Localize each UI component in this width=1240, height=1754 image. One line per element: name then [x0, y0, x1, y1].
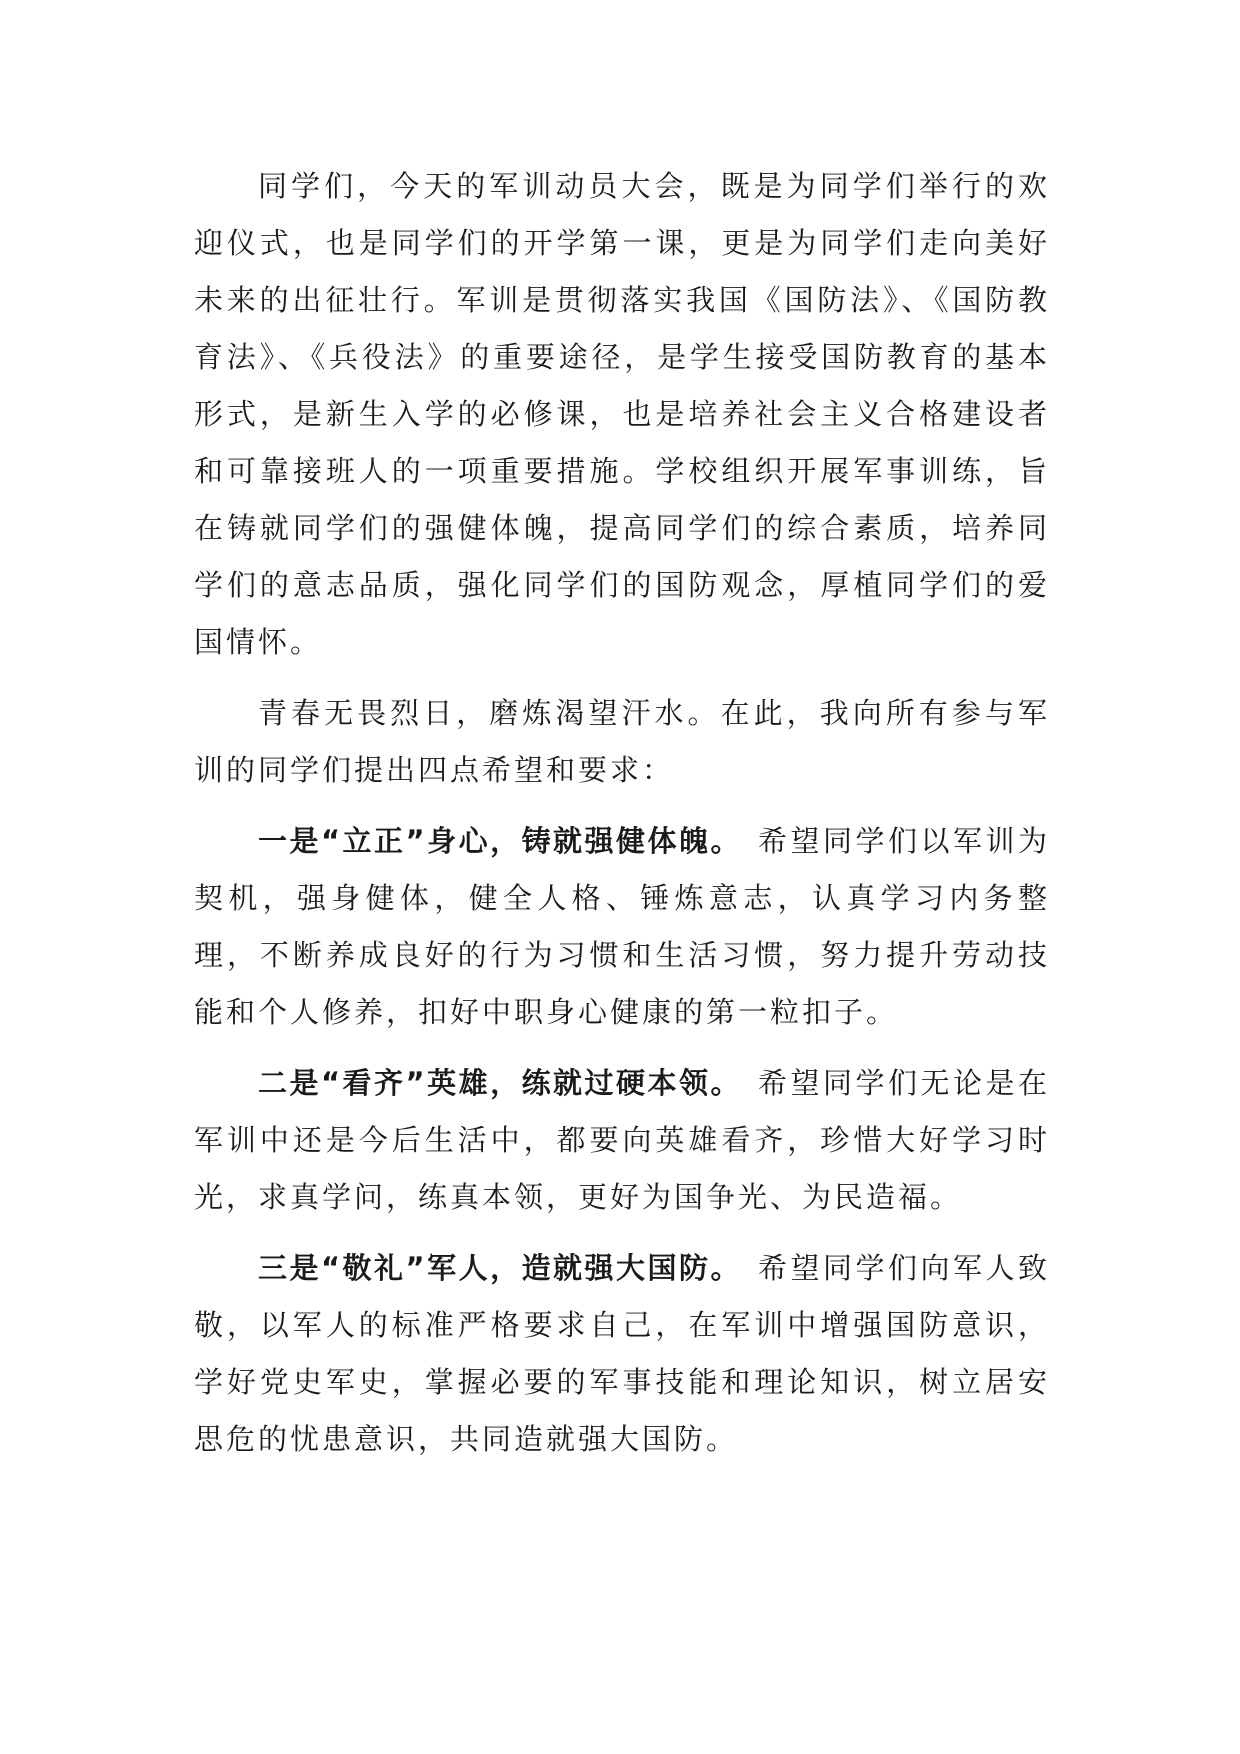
point-one-heading: 一是“立正”身心，铸就强健体魄。	[258, 824, 743, 858]
point-three-heading: 三是“敬礼”军人，造就强大国防。	[258, 1251, 743, 1285]
point-two-text: 希望同学们无论是在军训中还是今后生活中，都要向英雄看齐，珍惜大好学习时光，求真学问，练真本领，更好为国争光、为民造福。	[194, 1066, 1050, 1214]
paragraph-opening-text: 同学们，今天的军训动员大会，既是为同学们举行的欢迎仪式，也是同学们的开学第一课，更是为同学们走向美好未来的出征壮行。军训是贯彻落实我国《国防法》、《国防教育法》、《兵役法》的重要途径，是学生接受国防教育的基本形式，是新生入学的必修课，也是培养社会主义合格建设者和可靠接班人的一项重要措施。学校组织开展军事训练，旨在铸就同学们的强健体魄，提高同学们的综合素质，培养同学们的意志品质，强化同学们的国防观念，厚植同学们的爱国情怀。	[194, 169, 1050, 659]
document-body	[194, 158, 1050, 1468]
paragraph-intro-text: 青春无畏烈日，磨炼渴望汗水。在此，我向所有参与军训的同学们提出四点希望和要求：	[194, 696, 1050, 787]
paragraph-point-two	[194, 1055, 1050, 1226]
point-one-text: 希望同学们以军训为契机，强身健体，健全人格、锤炼意志，认真学习内务整理，不断养成良好的行为习惯和生活习惯，努力提升劳动技能和个人修养，扣好中职身心健康的第一粒扣子。	[194, 824, 1050, 1029]
paragraph-point-three	[194, 1240, 1050, 1468]
paragraph-opening	[194, 158, 1050, 671]
point-two-heading: 二是“看齐”英雄，练就过硬本领。	[258, 1066, 743, 1100]
paragraph-point-one	[194, 813, 1050, 1041]
point-three-text: 希望同学们向军人致敬，以军人的标准严格要求自己，在军训中增强国防意识，学好党史军史，掌握必要的军事技能和理论知识，树立居安思危的忧患意识，共同造就强大国防。	[194, 1251, 1050, 1456]
paragraph-intro-requirements	[194, 685, 1050, 799]
